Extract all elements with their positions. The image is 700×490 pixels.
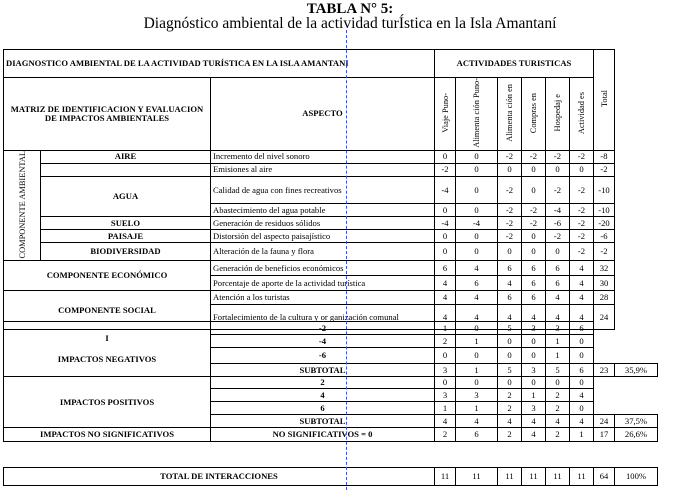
table-cell: 1 [435, 322, 456, 335]
table-cell: 0 [456, 204, 498, 217]
impactos-no-significativos-label: IMPACTOS NO SIGNIFICATIVOS [4, 428, 211, 442]
table-cell: -6 [546, 217, 570, 230]
table-cell: 3 [456, 389, 498, 402]
table-cell [615, 377, 658, 389]
table-cell: 4 [435, 415, 456, 428]
table-cell: 3 [522, 402, 546, 415]
table-cell: 1 [456, 335, 498, 348]
table-cell: 0 [522, 230, 546, 243]
table-cell: 11 [546, 468, 570, 486]
table-cell: 4 [498, 276, 522, 291]
table-cell: Incremento del nivel sonoro [211, 150, 435, 163]
table-cell: 4 [435, 305, 456, 330]
col-header-actividades: Actividad es [570, 78, 594, 151]
table-cell: 4 [546, 291, 570, 305]
table-cell: 2 [498, 389, 522, 402]
table-cell: 0 [456, 243, 498, 261]
table-cell: 24 [594, 415, 615, 428]
main-header: DIAGNOSTICO AMBIENTAL DE LA ACTIVIDAD TURÍSTICA EN LA ISLA AMANTANI [4, 50, 435, 78]
table-cell: 1 [456, 364, 498, 377]
table-cell: 32 [594, 261, 615, 276]
table-cell: 2 [546, 389, 570, 402]
table-cell: 11 [456, 468, 498, 486]
table-cell: Alteración de la fauna y flora [211, 243, 435, 261]
table-row [4, 377, 658, 389]
table-cell: -2 [594, 243, 615, 261]
table-cell: -2 [546, 176, 570, 204]
table-cell: 0 [522, 335, 546, 348]
table-cell: -2 [498, 150, 522, 163]
table-row [4, 261, 615, 276]
table-row [4, 150, 615, 163]
factor-aire: AIRE [41, 150, 211, 163]
factor-biodiversidad: BIODIVERSIDAD [41, 243, 211, 261]
table-cell: 6 [456, 276, 498, 291]
table-cell: 0 [546, 377, 570, 389]
table-cell: 0 [498, 348, 522, 364]
table-cell [594, 348, 615, 364]
col-header-compras: Compras en [522, 78, 546, 151]
table-cell: 30 [594, 276, 615, 291]
table-cell [594, 389, 615, 402]
table-cell: 2 [546, 402, 570, 415]
table-cell: 24 [594, 305, 615, 330]
table-cell: -2 [570, 217, 594, 230]
table-row [4, 163, 615, 176]
table-cell: -2 [522, 217, 546, 230]
table-cell [594, 402, 615, 415]
table-cell: -4 [546, 204, 570, 217]
table-cell: 0 [456, 150, 498, 163]
table-cell: 37,5% [615, 415, 658, 428]
table-cell: -2 [435, 163, 456, 176]
table-cell: -2 [570, 230, 594, 243]
table-row [4, 217, 615, 230]
table-cell: 6 [522, 276, 546, 291]
table-cell: -6 [594, 230, 615, 243]
total-interacciones-label: TOTAL DE INTERACCIONES [4, 468, 435, 486]
table-cell: 0 [456, 377, 498, 389]
table-cell: 0 [498, 163, 522, 176]
table-cell: 0 [435, 150, 456, 163]
table-cell: -10 [594, 204, 615, 217]
table-cell: -2 [570, 204, 594, 217]
table-cell: 0 [570, 377, 594, 389]
table-cell [615, 322, 658, 335]
table-cell: -2 [570, 176, 594, 204]
table-cell: 11 [435, 468, 456, 486]
table-cell: 0 [435, 377, 456, 389]
table-cell: 4 [570, 261, 594, 276]
table-cell: 4 [570, 305, 594, 330]
table-cell: 3 [546, 322, 570, 335]
table-cell: -2 [498, 230, 522, 243]
table-cell: Distorsión del aspecto paisajístico [211, 230, 435, 243]
table-cell: 6 [522, 291, 546, 305]
aspecto-header: ASPECTO [211, 78, 435, 151]
table-cell: 6 [456, 428, 498, 442]
table-row [4, 176, 615, 204]
table-cell: 0 [546, 163, 570, 176]
table-row [4, 243, 615, 261]
table-cell: -2 [498, 204, 522, 217]
impactos-positivos-label: IMPACTOS POSITIVOS [4, 377, 211, 428]
table-cell: -2 [498, 176, 522, 204]
table-cell: -4 [435, 176, 456, 204]
text-cursor-guide [346, 30, 347, 490]
header-row-2 [4, 78, 615, 151]
table-cell: 6 [546, 276, 570, 291]
table-cell: SUBTOTAL [211, 415, 435, 428]
table-cell: Calidad de agua con fines recreativos [211, 176, 435, 204]
table-cell [615, 402, 658, 415]
table-cell: 0 [435, 348, 456, 364]
table-cell: -10 [594, 176, 615, 204]
table-cell: 1 [522, 389, 546, 402]
table-cell: -4 [435, 217, 456, 230]
table-cell [615, 348, 658, 364]
componente-social-label: COMPONENTE SOCIAL [4, 291, 211, 330]
table-cell: Fortalecimiento de la cultura y or ganización comunal [211, 305, 435, 330]
table-cell: -2 [522, 150, 546, 163]
table-cell: 4 [522, 305, 546, 330]
table-cell: 0 [456, 322, 498, 335]
table-cell: 4 [570, 291, 594, 305]
col-header-viaje: Viaje Puno- [435, 78, 456, 151]
table-cell: 4 [570, 276, 594, 291]
table-cell: 23 [594, 364, 615, 377]
table-cell: 6 [546, 261, 570, 276]
table-cell: 4 [522, 415, 546, 428]
table-cell: 4 [546, 305, 570, 330]
table-cell: 2 [435, 428, 456, 442]
diagnostic-matrix-table [3, 49, 615, 330]
table-cell: 6 [498, 261, 522, 276]
table-cell: 1 [570, 428, 594, 442]
table-cell: 5 [498, 364, 522, 377]
table-cell: 2 [435, 335, 456, 348]
table-subtitle: Diagnóstico ambiental de la actividad turÍstica en la Isla Amantaní [143, 15, 557, 32]
table-cell: 26,6% [615, 428, 658, 442]
table-cell: 11 [570, 468, 594, 486]
table-row [4, 230, 615, 243]
table-cell: 0 [456, 348, 498, 364]
factor-suelo: SUELO [41, 217, 211, 230]
table-cell: -2 [522, 204, 546, 217]
table-cell: -6 [211, 348, 435, 364]
table-cell: Atención a los turistas [211, 291, 435, 305]
table-cell: -2 [546, 150, 570, 163]
table-cell [594, 335, 615, 348]
table-cell: 0 [498, 377, 522, 389]
table-cell [615, 335, 658, 348]
table-title: TABLA N° 5: [306, 1, 394, 17]
table-cell: NO SIGNIFICATIVOS = 0 [211, 428, 435, 442]
table-cell: -4 [211, 335, 435, 348]
table-cell: 11 [498, 468, 522, 486]
factor-paisaje: PAISAJE [41, 230, 211, 243]
table-cell: 1 [546, 335, 570, 348]
table-cell: 0 [498, 335, 522, 348]
factor-agua: AGUA [41, 176, 211, 217]
table-cell: -4 [456, 217, 498, 230]
total-row [4, 468, 658, 486]
table-cell: 1 [435, 402, 456, 415]
col-header-alimentacion-puno: Alimenta ción Puno- [456, 78, 498, 151]
table-cell: 2 [498, 402, 522, 415]
table-cell: 6 [435, 261, 456, 276]
table-cell: 4 [570, 389, 594, 402]
table-cell: SUBTOTAL [211, 364, 435, 377]
col-header-total: Total [594, 50, 615, 151]
table-cell: 4 [456, 305, 498, 330]
table-cell: 3 [522, 364, 546, 377]
table-cell: -2 [498, 217, 522, 230]
table-cell: 4 [498, 415, 522, 428]
table-cell: -2 [570, 243, 594, 261]
table-cell: 1 [456, 402, 498, 415]
table-cell: 6 [498, 291, 522, 305]
table-cell: Porcentaje de aporte de la actividad turística [211, 276, 435, 291]
table-cell: 0 [522, 176, 546, 204]
table-cell: 28 [594, 291, 615, 305]
table-cell: 5 [498, 322, 522, 335]
header-row-1 [4, 50, 615, 78]
table-cell: 2 [211, 377, 435, 389]
table-cell: -8 [594, 150, 615, 163]
table-cell: 4 [211, 389, 435, 402]
table-row [4, 291, 615, 305]
table-cell: 4 [435, 291, 456, 305]
table-cell: 0 [456, 230, 498, 243]
table-cell: 5 [546, 364, 570, 377]
table-cell: 0 [522, 377, 546, 389]
table-cell: 0 [570, 348, 594, 364]
table-cell: 0 [522, 163, 546, 176]
table-cell: 35,9% [615, 364, 658, 377]
table-cell: 2 [498, 428, 522, 442]
table-cell: 0 [570, 402, 594, 415]
table-cell: 3 [435, 364, 456, 377]
table-cell: 4 [522, 428, 546, 442]
table-cell: 0 [498, 243, 522, 261]
table-cell: 0 [435, 243, 456, 261]
table-cell: 4 [456, 261, 498, 276]
table-cell: 0 [456, 163, 498, 176]
table-cell: 0 [456, 176, 498, 204]
table-cell: 0 [522, 243, 546, 261]
table-cell: 2 [546, 428, 570, 442]
impacts-summary-table [3, 321, 658, 442]
table-cell: 4 [456, 415, 498, 428]
impactos-negativos-label: I IMPACTOS NEGATIVOS [4, 322, 211, 377]
table-cell: 0 [570, 163, 594, 176]
table-cell: 0 [435, 230, 456, 243]
table-cell: 1 [546, 348, 570, 364]
table-cell: 0 [546, 243, 570, 261]
table-cell: -2 [546, 230, 570, 243]
table-cell [594, 377, 615, 389]
total-interacciones-table [3, 467, 658, 486]
table-cell: Generación de residuos sólidos [211, 217, 435, 230]
table-cell: 17 [594, 428, 615, 442]
no-significativos-row [4, 428, 658, 442]
componente-ambiental-label: COMPONENTE AMBIENTAL [4, 150, 41, 261]
table-cell: -2 [211, 322, 435, 335]
col-header-alimentacion-en: Alimenta ción en [498, 78, 522, 151]
table-cell: 6 [570, 322, 594, 335]
componente-economico-label: COMPONENTE ECONÓMICO [4, 261, 211, 291]
table-cell [615, 389, 658, 402]
matriz-header: MATRIZ DE IDENTIFICACION Y EVALUACION DE IMPACTOS AMBIENTALES [4, 78, 211, 151]
table-cell: -20 [594, 217, 615, 230]
table-cell: 6 [211, 402, 435, 415]
table-cell: -2 [594, 163, 615, 176]
table-row [4, 322, 658, 335]
table-cell: 64 [594, 468, 615, 486]
table-cell: 6 [522, 261, 546, 276]
table-cell: 11 [522, 468, 546, 486]
table-cell: -2 [570, 150, 594, 163]
table-cell: 4 [456, 291, 498, 305]
table-cell: 4 [435, 276, 456, 291]
table-cell: 0 [570, 335, 594, 348]
table-cell: 4 [570, 415, 594, 428]
table-cell: 0 [435, 204, 456, 217]
table-cell [41, 163, 211, 176]
table-cell: Generación de beneficios económicos [211, 261, 435, 276]
table-cell: Emisiones al aire [211, 163, 435, 176]
table-cell: 3 [522, 322, 546, 335]
table-cell: 4 [546, 415, 570, 428]
table-cell: 4 [498, 305, 522, 330]
actividades-header: ACTIVIDADES TURISTICAS [435, 50, 594, 78]
table-cell: 6 [570, 364, 594, 377]
col-header-hospedaje: Hospedaj e [546, 78, 570, 151]
table-cell: 3 [435, 389, 456, 402]
table-cell: Abastecimiento del agua potable [211, 204, 435, 217]
table-cell [594, 322, 615, 335]
table-cell: 0 [522, 348, 546, 364]
table-cell: 100% [615, 468, 658, 486]
